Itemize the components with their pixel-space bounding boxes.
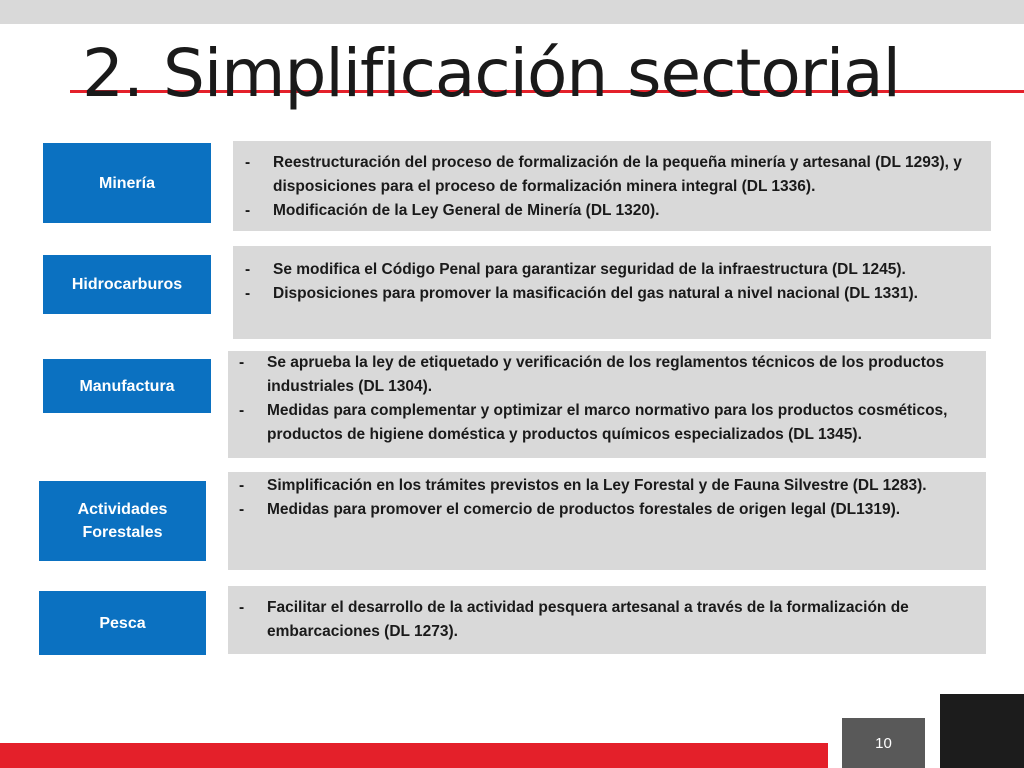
sector-content-mineria (233, 141, 991, 231)
sector-content-pesca (228, 586, 986, 654)
sector-label-text: Actividades Forestales (77, 501, 168, 541)
list-item: - Se modifica el Código Penal para garantizar seguridad de la infraestructura (DL 1245). (239, 258, 981, 282)
list-item: - Simplificación en los trámites previstos en la Ley Forestal y de Fauna Silvestre (DL 1283). (233, 474, 972, 498)
sector-label-actividades-forestales (39, 481, 206, 561)
footer-red-bar (0, 743, 828, 768)
page-number: 10 (842, 718, 925, 768)
list-item: - Reestructuración del proceso de formalización de la pequeña minería y artesanal (DL 1293), y disposiciones para el proceso de formalización minera integral (DL 1336). (239, 151, 981, 199)
sector-content-hidrocarburos (233, 246, 991, 339)
sector-content-manufactura (228, 351, 986, 458)
sector-label-pesca: Pesca (39, 591, 206, 655)
sector-label-mineria: Minería (43, 143, 211, 223)
sector-label-manufactura: Manufactura (43, 359, 211, 413)
sector-label-hidrocarburos: Hidrocarburos (43, 255, 211, 314)
slide-title: 2. Simplificación sectorial (82, 35, 900, 112)
list-item: - Se aprueba la ley de etiquetado y verificación de los reglamentos técnicos de los productos industriales (DL 1304). (233, 351, 972, 399)
list-item: - Disposiciones para promover la masificación del gas natural a nivel nacional (DL 1331). (239, 282, 981, 306)
top-header-bar (0, 0, 1024, 24)
list-item: - Medidas para promover el comercio de productos forestales de origen legal (DL1319). (233, 498, 972, 522)
sector-content-actividades-forestales (228, 472, 986, 570)
list-item: - Facilitar el desarrollo de la actividad pesquera artesanal a través de la formalización de embarcaciones (DL 1273). (233, 596, 972, 644)
footer-black-block (940, 694, 1024, 768)
list-item: - Medidas para complementar y optimizar el marco normativo para los productos cosméticos, productos de higiene doméstica y productos químicos especializados (DL 1345). (233, 399, 972, 447)
list-item: - Modificación de la Ley General de Minería (DL 1320). (239, 199, 981, 223)
